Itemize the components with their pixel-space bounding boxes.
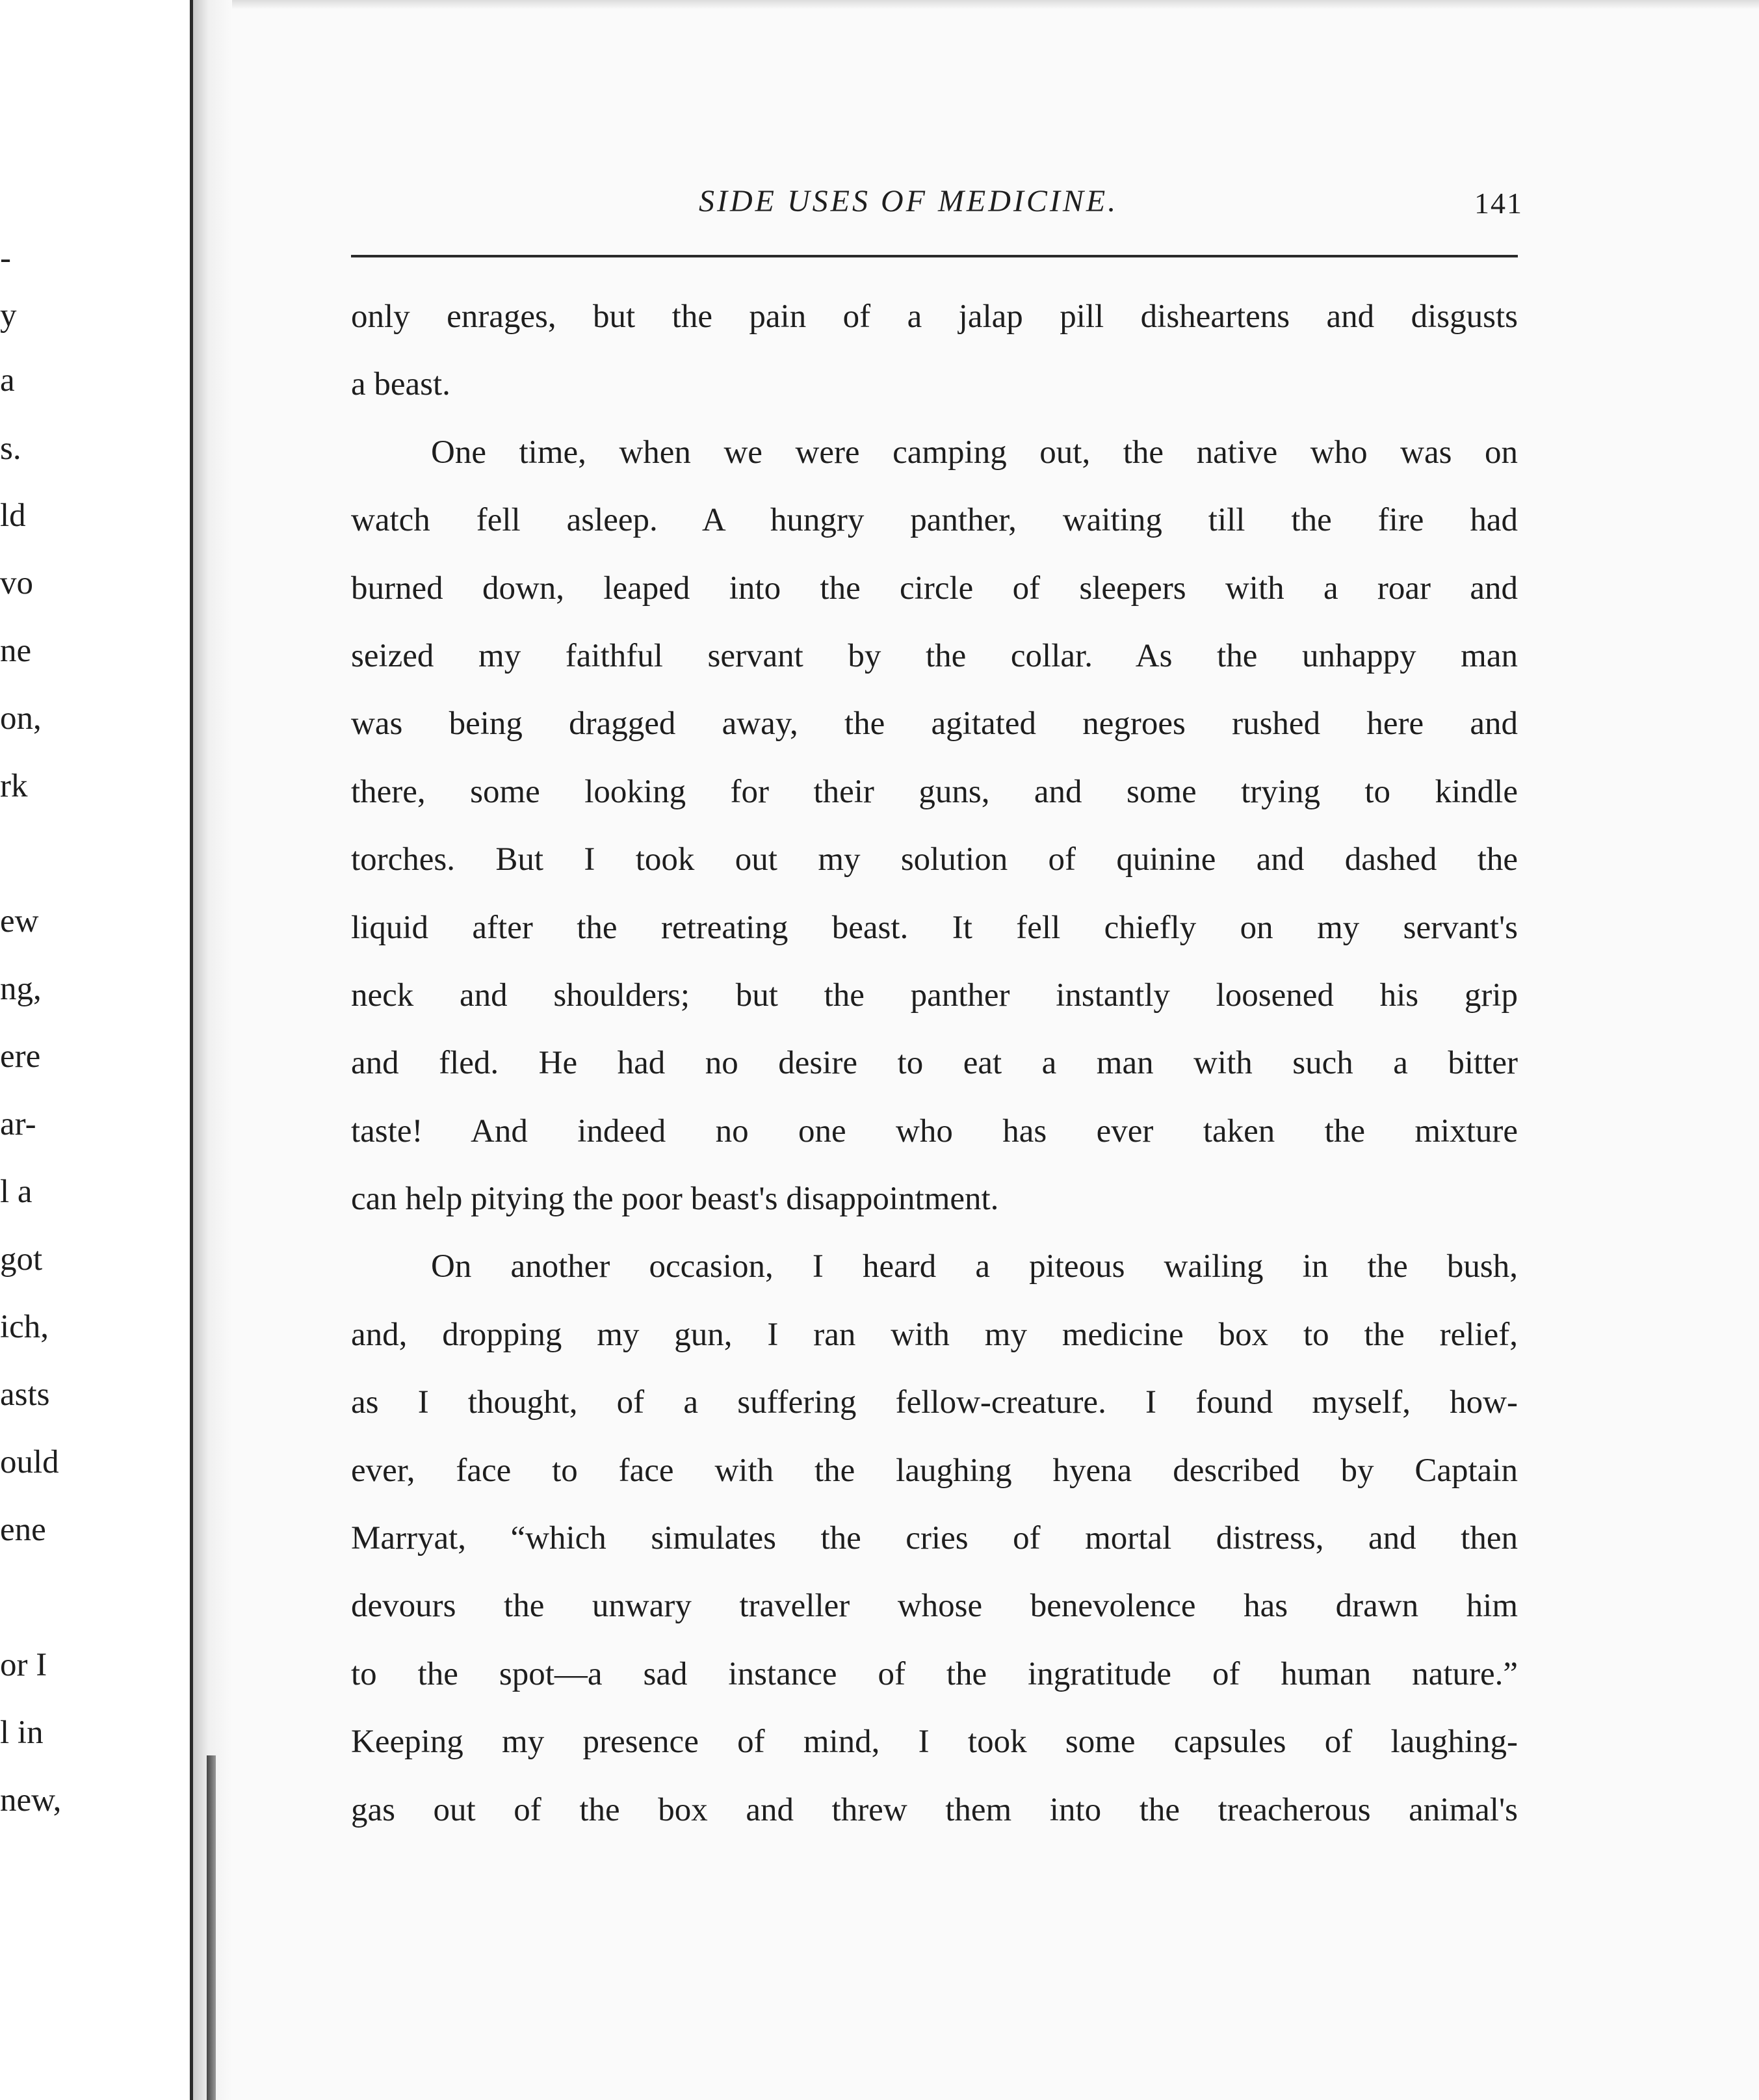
facing-page-fragment: on, <box>0 700 42 737</box>
text-line: gas out of the box and threw them into the treacherous animal's <box>351 1791 1518 1828</box>
text-line: was being dragged away, the agitated negroes rushed here and <box>351 705 1518 742</box>
text-line: watch fell asleep. A hungry panther, waiting till the fire had <box>351 502 1518 539</box>
facing-page-fragment: l a <box>0 1174 33 1210</box>
facing-page-fragment: l in <box>0 1714 44 1751</box>
facing-page-fragment: asts <box>0 1376 50 1413</box>
facing-page-fragment: ew <box>0 903 39 939</box>
header-rule <box>351 255 1518 257</box>
text-line: can help pitying the poor beast's disappointment. <box>351 1181 999 1218</box>
text-line: to the spot—a sad instance of the ingratitude of human nature.” <box>351 1655 1518 1692</box>
text-line: ever, face to face with the laughing hyena described by Captain <box>351 1452 1518 1489</box>
text-line: torches. But I took out my solution of quinine and dashed the <box>351 841 1518 878</box>
text-line: burned down, leaped into the circle of sleepers with a roar and <box>351 570 1518 607</box>
facing-page-fragment: ould <box>0 1444 59 1480</box>
text-line: and, dropping my gun, I ran with my medicine box to the relief, <box>351 1316 1518 1353</box>
facing-page-fragment: or I <box>0 1647 47 1683</box>
running-head <box>0 183 1759 222</box>
facing-page-fragment: rk <box>0 768 28 804</box>
text-line: taste! And indeed no one who has ever taken the mixture <box>351 1112 1518 1149</box>
text-line: only enrages, but the pain of a jalap pill disheartens and disgusts <box>351 298 1518 335</box>
text-line: as I thought, of a suffering fellow-creature. I found myself, how- <box>351 1384 1518 1421</box>
text-line: devours the unwary traveller whose benevolence has drawn him <box>351 1588 1518 1625</box>
facing-page-fragment: ld <box>0 497 26 534</box>
page-number: 141 <box>1474 187 1523 220</box>
facing-page-fragment: got <box>0 1241 43 1278</box>
text-line: seized my faithful servant by the collar. As the unhappy man <box>351 637 1518 674</box>
facing-page-fragment: new, <box>0 1782 62 1818</box>
text-line: Keeping my presence of mind, I took some capsules of laughing- <box>351 1724 1518 1761</box>
body-text <box>351 283 1518 1844</box>
text-line: neck and shoulders; but the panther instantly loosened his grip <box>351 977 1518 1014</box>
spine-shadow <box>207 1755 216 2100</box>
page-top-edge <box>193 0 1759 9</box>
facing-page-fragment: s. <box>0 430 21 467</box>
text-line: a beast. <box>351 366 450 403</box>
facing-page-fragment: ne <box>0 633 32 669</box>
facing-page-fragment: ar- <box>0 1106 36 1142</box>
text-line: Marryat, “which simulates the cries of mortal distress, and then <box>351 1520 1518 1557</box>
text-line: On another occasion, I heard a piteous wailing in the bush, <box>431 1248 1518 1285</box>
running-title: SIDE USES OF MEDICINE. <box>699 184 1119 218</box>
facing-page-fragment: - <box>0 240 11 276</box>
text-line: there, some looking for their guns, and some trying to kindle <box>351 773 1518 810</box>
facing-page-fragment: ng, <box>0 971 42 1007</box>
facing-page-fragment: ich, <box>0 1309 49 1345</box>
facing-page-fragment: a <box>0 362 15 399</box>
facing-page-fragment: vo <box>0 565 33 601</box>
facing-page-fragment: y <box>0 297 17 334</box>
facing-page-fragment: ene <box>0 1512 46 1548</box>
text-line: and fled. He had no desire to eat a man with such a bitter <box>351 1045 1518 1082</box>
text-line: liquid after the retreating beast. It fell chiefly on my servant's <box>351 909 1518 946</box>
facing-page-edge <box>0 0 189 2100</box>
text-line: One time, when we were camping out, the native who was on <box>431 434 1518 471</box>
facing-page-fragment: ere <box>0 1038 41 1075</box>
